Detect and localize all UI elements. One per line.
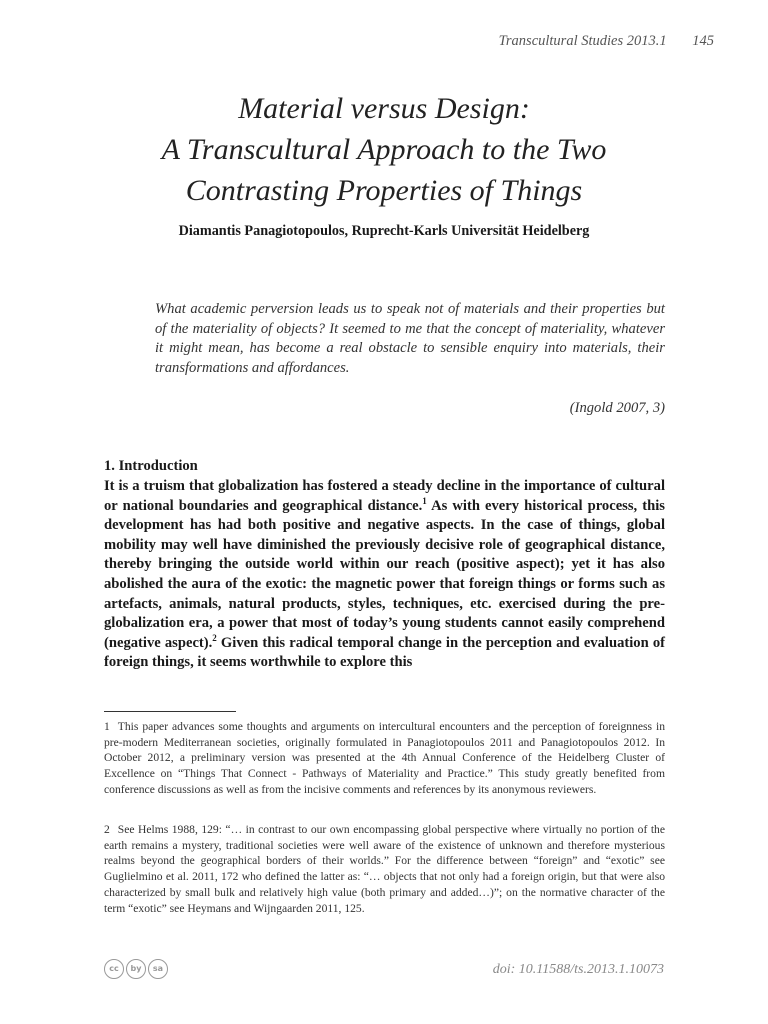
page-number: 145 — [692, 33, 714, 49]
paragraph-text-2: As with every historical process, this development has had both positive and negative aspects. In the case of things, global mobility may well have diminished the previously decisive role of geographical distance, thereby bringing the outside world within our reach (positive aspect); yet it has also abolished the aura of the exotic: the magnetic power that foreign things or forms such as artefacts, animals, natural products, styles, techniques, etc. exercised during the pre-globalization era, a power that most of today’s young students cannot easily comprehend (negative aspect). — [104, 497, 665, 651]
title-line-3: Contrasting Properties of Things — [185, 174, 583, 207]
footnote-1 — [104, 719, 665, 798]
title-line-1: Material versus Design: — [238, 92, 530, 125]
footnote-2 — [104, 822, 665, 916]
body-paragraph — [104, 477, 665, 673]
share-alike-icon: sa — [148, 959, 168, 979]
footnote-text: See Helms 1988, 129: “… in contrast to our own encompassing global perspective where virtually no portion of the earth remains a mystery, traditional societies were well aware of the existence of unknown and therefore mysterious realms beyond the geographical borders of their worlds.” For the difference between “foreign” and “exotic” see Guglielmino et al. 2011, 172 who defined the latter as: “… objects that not only had a foreign origin, but that were also characterized by small bulk and relatively high value (both primary and added…)”; on the normative character of the term “exotic” see Heymans and Wijngaarden 2011, 125. — [104, 823, 665, 915]
footnote-number: 1 — [104, 720, 110, 733]
paragraph-text-1: It is a truism that globalization has fostered a steady decline in the importance of cultural or national boundaries and geographical distance. — [104, 478, 665, 514]
paragraph-text-3: Given this radical temporal change in the perception and evaluation of foreign things, it seems worthwhile to explore this — [104, 634, 665, 671]
epigraph-quote: What academic perversion leads us to speak not of materials and their properties but of the materiality of objects? It seemed to me that the concept of materiality, whatever it might mean, has become a real obstacle to sensible enquiry into materials, their transformations and affordances. — [155, 301, 665, 376]
footnote-divider — [104, 711, 236, 712]
title-line-2: A Transcultural Approach to the Two — [161, 133, 607, 166]
epigraph-citation: (Ingold 2007, 3) — [569, 400, 665, 416]
footnote-ref-2[interactable]: 2 — [212, 632, 217, 643]
article-title — [60, 88, 708, 211]
journal-name: Transcultural Studies 2013.1 — [498, 33, 667, 49]
attribution-icon: by — [126, 959, 146, 979]
author-affiliation: Diamantis Panagiotopoulos, Ruprecht-Karls Universität Heidelberg — [178, 223, 590, 239]
footnote-ref-1[interactable]: 1 — [422, 495, 427, 506]
footnote-text: This paper advances some thoughts and arguments on intercultural encounters and the perception of foreignness in pre-modern Mediterranean societies, originally formulated in Panagiotopoulos 2011 and Panagiotopoulos 2012. In October 2012, a preliminary version was presented at the 4th Annual Conference of the Heidelberg Cluster of Excellence on “Things That Connect - Pathways of Materiality and Practice.” This study greatly benefited from conference discussions as well as from the incisive comments and references by its anonymous reviewers. — [104, 720, 665, 796]
running-header — [0, 33, 714, 50]
section-heading: 1. Introduction — [104, 458, 198, 474]
footnote-number: 2 — [104, 823, 110, 836]
doi-link[interactable]: doi: 10.11588/ts.2013.1.10073 — [492, 962, 664, 977]
cc-icon: cc — [104, 959, 124, 979]
